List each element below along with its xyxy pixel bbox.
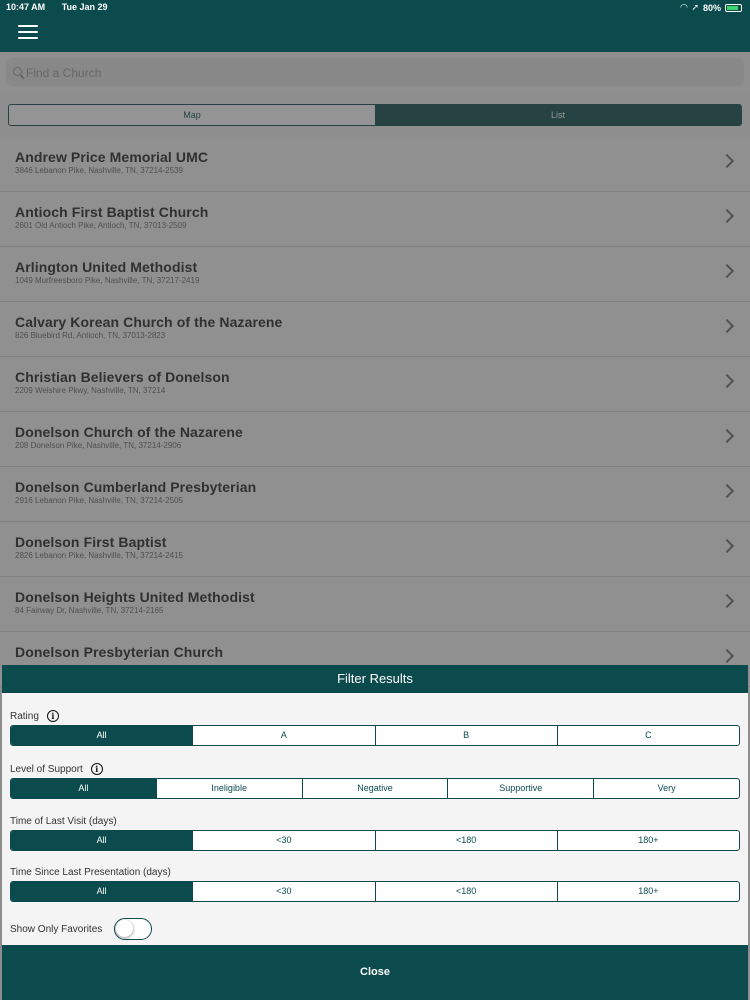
close-button[interactable]: Close: [2, 945, 748, 1000]
last-visit-label-row: [10, 816, 117, 827]
last-visit-option-30[interactable]: <30: [192, 831, 374, 850]
rating-label: Rating: [10, 710, 39, 722]
filter-panel: [2, 665, 748, 1000]
support-option-ineligible[interactable]: Ineligible: [156, 779, 302, 798]
info-icon[interactable]: i: [47, 710, 59, 722]
rating-option-c[interactable]: C: [557, 726, 739, 745]
rating-option-all[interactable]: All: [11, 726, 192, 745]
filter-title: Filter Results: [2, 665, 748, 693]
location-icon: ➚: [691, 2, 699, 12]
support-option-negative[interactable]: Negative: [302, 779, 448, 798]
support-option-all[interactable]: All: [11, 779, 156, 798]
rating-label-row: [10, 710, 59, 722]
last-visit-option-180[interactable]: <180: [375, 831, 557, 850]
support-label-row: [10, 763, 103, 775]
last-visit-option-180plus[interactable]: 180+: [557, 831, 739, 850]
support-label: Level of Support: [10, 763, 83, 775]
support-option-very[interactable]: Very: [593, 779, 739, 798]
presentation-label-row: [10, 867, 171, 878]
last-visit-label: Time of Last Visit (days): [10, 816, 117, 827]
presentation-option-all[interactable]: All: [11, 882, 192, 901]
info-icon[interactable]: i: [91, 763, 103, 775]
battery-icon: [725, 4, 742, 12]
status-time: 10:47 AM: [6, 2, 46, 12]
rating-option-b[interactable]: B: [375, 726, 557, 745]
last-visit-option-all[interactable]: All: [11, 831, 192, 850]
top-bar: [0, 0, 750, 52]
rating-option-a[interactable]: A: [192, 726, 374, 745]
last-visit-options: [10, 830, 740, 851]
rating-options: [10, 725, 740, 746]
status-bar-right: [681, 2, 742, 13]
support-options: [10, 778, 740, 799]
presentation-option-180plus[interactable]: 180+: [557, 882, 739, 901]
presentation-options: [10, 881, 740, 902]
presentation-option-30[interactable]: <30: [192, 882, 374, 901]
presentation-label: Time Since Last Presentation (days): [10, 867, 171, 878]
battery-percent: 80%: [702, 2, 721, 13]
favorites-label: Show Only Favorites: [10, 923, 103, 935]
favorites-row: [10, 918, 152, 940]
wifi-icon: ◠: [680, 2, 688, 12]
support-option-supportive[interactable]: Supportive: [447, 779, 593, 798]
status-bar-left: [6, 2, 122, 12]
favorites-toggle[interactable]: [114, 918, 152, 940]
presentation-option-180[interactable]: <180: [375, 882, 557, 901]
menu-icon[interactable]: [18, 25, 38, 39]
status-date: Tue Jan 29: [61, 2, 108, 12]
